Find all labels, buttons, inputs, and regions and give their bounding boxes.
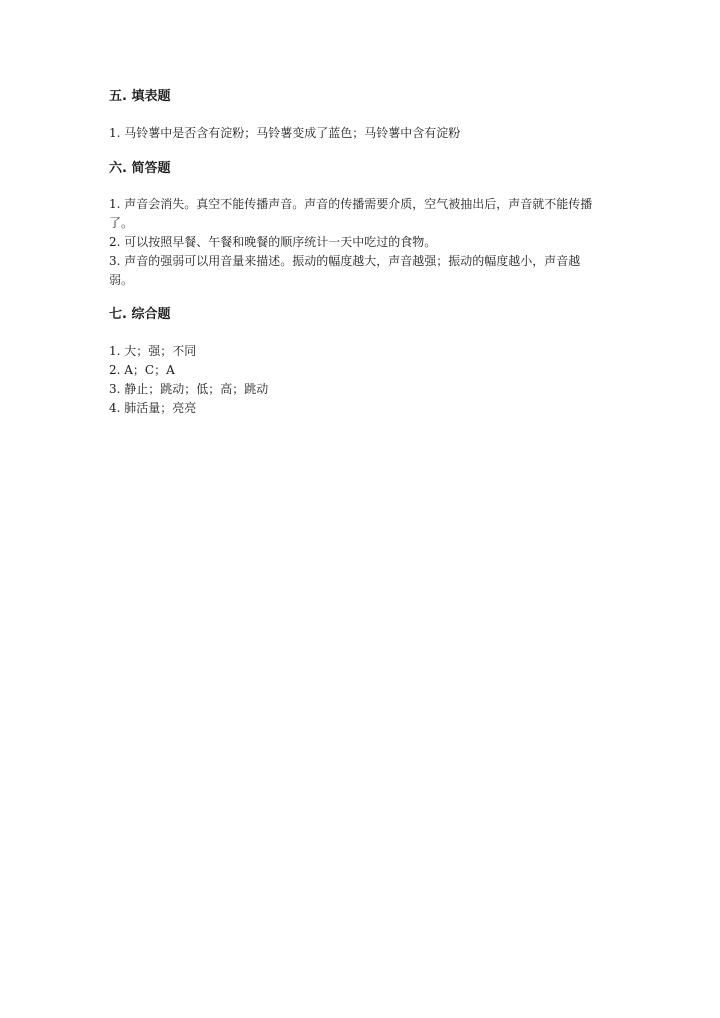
answer-item: 3. 声音的强弱可以用音量来描述。振动的幅度越大，声音越强；振动的幅度越小，声音越弱。 <box>109 254 581 287</box>
answer-list <box>109 195 601 290</box>
answer-item: 2. 可以按照早餐、午餐和晚餐的顺序统计一天中吃过的食物。 <box>109 235 437 249</box>
answer-item: 1. 马铃薯中是否含有淀粉；马铃薯变成了蓝色；马铃薯中含有淀粉 <box>109 126 461 140</box>
answer-item: 3. 静止；跳动；低；高；跳动 <box>109 382 269 396</box>
section-heading: 五. 填表题 <box>109 89 171 104</box>
answer-item: 1. 声音会消失。真空不能传播声音。声音的传播需要介质，空气被抽出后，声音就不能传播了。 <box>109 197 593 230</box>
answer-list <box>109 124 609 143</box>
answer-item: 4. 肺活量；亮亮 <box>109 401 197 415</box>
answer-item: 2. A；C；A <box>109 363 175 377</box>
section-fill-table <box>109 89 609 143</box>
section-heading: 七. 综合题 <box>109 307 171 322</box>
section-short-answer <box>109 161 609 290</box>
answer-list <box>109 342 609 418</box>
section-heading: 六. 简答题 <box>109 161 171 176</box>
answer-item: 1. 大；强；不同 <box>109 344 197 358</box>
section-comprehensive <box>109 307 609 418</box>
